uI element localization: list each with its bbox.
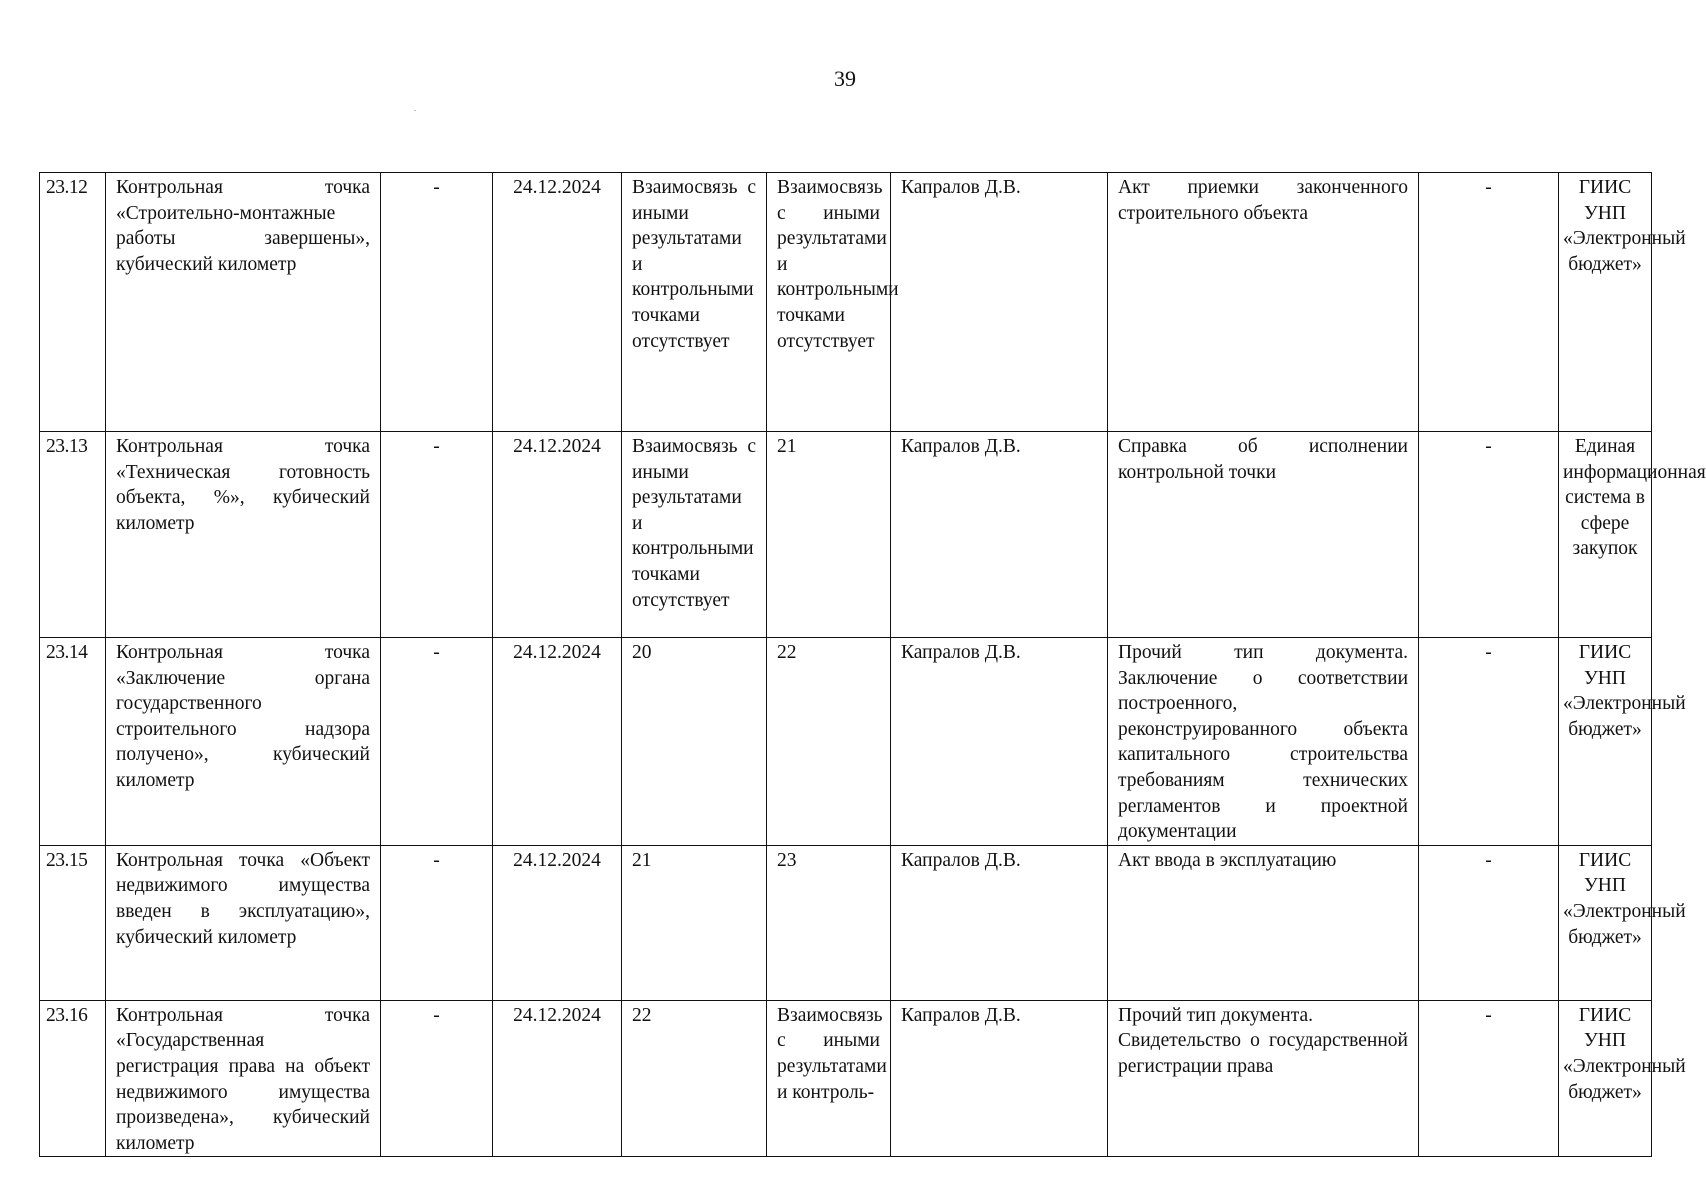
responsible-person: Капралов Д.В. xyxy=(891,1000,1108,1157)
information-system: ГИИС УНП «Электронный бюджет» xyxy=(1559,638,1652,846)
predecessor-link: 21 xyxy=(622,845,767,1000)
confirming-document: Справка об исполнении контрольной точки xyxy=(1108,432,1419,638)
page-number: 39 xyxy=(834,66,856,91)
predecessor-link: 22 xyxy=(622,1000,767,1157)
successor-link: 23 xyxy=(767,845,891,1000)
responsible-person: Капралов Д.В. xyxy=(891,173,1108,432)
control-point-name: Контрольная точка «Объект недвижимого имущества введен в эксплуатацию», кубический километр xyxy=(106,845,381,1000)
responsible-person: Капралов Д.В. xyxy=(891,432,1108,638)
table-row xyxy=(40,1000,1652,1157)
confirming-document: Акт приемки законченного строительного объекта xyxy=(1108,173,1419,432)
deadline-date: 24.12.2024 xyxy=(493,432,622,638)
empty-value: - xyxy=(1419,432,1559,638)
empty-value: - xyxy=(1419,638,1559,846)
control-points-table xyxy=(39,172,1706,1157)
information-system: ГИИС УНП «Электронный бюджет» xyxy=(1559,1000,1652,1157)
table-row xyxy=(40,432,1652,638)
predecessor-link: Взаимосвязь с иными результатами и контрольными точками отсутствует xyxy=(622,432,767,638)
table-row xyxy=(40,173,1652,432)
row-number: 23.14 xyxy=(40,638,106,846)
deadline-date: 24.12.2024 xyxy=(493,173,622,432)
row-number: 23.16 xyxy=(40,1000,106,1157)
information-system: ГИИС УНП «Электронный бюджет» xyxy=(1559,173,1652,432)
row-number: 23.12 xyxy=(40,173,106,432)
deadline-date: 24.12.2024 xyxy=(493,1000,622,1157)
empty-value: - xyxy=(381,1000,493,1157)
empty-value: - xyxy=(381,432,493,638)
table-row xyxy=(40,845,1652,1000)
empty-value: - xyxy=(381,845,493,1000)
confirming-document: Прочий тип документа. Заключение о соответствии построенного, реконструированного объекта капитального строительства требованиям технических регламентов и проектной документации xyxy=(1108,638,1419,846)
successor-link: 21 xyxy=(767,432,891,638)
control-point-name: Контрольная точка «Государственная регистрация права на объект недвижимого имущества произведена», кубический километр xyxy=(106,1000,381,1157)
confirming-document: Акт ввода в эксплуатацию xyxy=(1108,845,1419,1000)
responsible-person: Капралов Д.В. xyxy=(891,638,1108,846)
information-system: ГИИС УНП «Электронный бюджет» xyxy=(1559,845,1652,1000)
confirming-document: Прочий тип документа. Свидетельство о государственной регистрации права xyxy=(1108,1000,1419,1157)
responsible-person: Капралов Д.В. xyxy=(891,845,1108,1000)
deadline-date: 24.12.2024 xyxy=(493,638,622,846)
deadline-date: 24.12.2024 xyxy=(493,845,622,1000)
information-system: Единая информационная система в сфере закупок xyxy=(1559,432,1652,638)
control-point-name: Контрольная точка «Техническая готовность объекта, %», кубический километр xyxy=(106,432,381,638)
control-point-name: Контрольная точка «Строительно-монтажные работы завершены», кубический километр xyxy=(106,173,381,432)
control-point-name: Контрольная точка «Заключение органа государственного строительного надзора получено», кубический километр xyxy=(106,638,381,846)
table-row xyxy=(40,638,1652,846)
row-number: 23.13 xyxy=(40,432,106,638)
row-number: 23.15 xyxy=(40,845,106,1000)
scan-artifact xyxy=(414,110,416,111)
predecessor-link: Взаимосвязь с иными результатами и контрольными точками отсутствует xyxy=(622,173,767,432)
successor-link: Взаимосвязь с иными результатами и контроль- xyxy=(767,1000,891,1157)
empty-value: - xyxy=(381,173,493,432)
empty-value: - xyxy=(1419,173,1559,432)
successor-link: 22 xyxy=(767,638,891,846)
empty-value: - xyxy=(381,638,493,846)
empty-value: - xyxy=(1419,845,1559,1000)
successor-link: Взаимосвязь с иными результатами и контрольными точками отсутствует xyxy=(767,173,891,432)
empty-value: - xyxy=(1419,1000,1559,1157)
predecessor-link: 20 xyxy=(622,638,767,846)
